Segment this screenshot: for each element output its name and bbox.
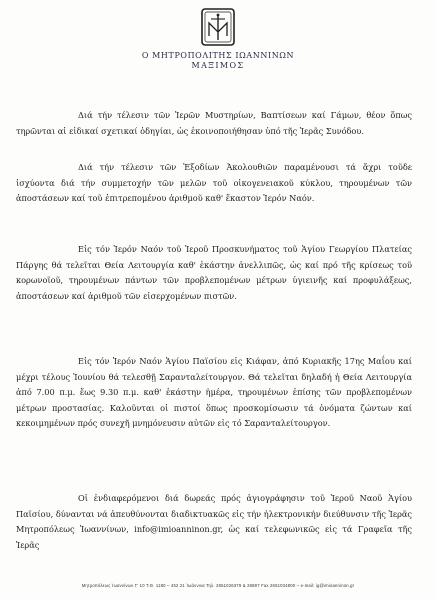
- paragraph-agios-paisios: Εἰς τόν Ἱερόν Ναόν Ἁγίου Παϊσίου εἰς Κιάφαν, ἀπό Κυριακῆς 17ης Μαΐου καί μέχρι τέλους Ἰουνίου θά τελεσθῇ Σαρανταλείτουργον. Θά τελεῖται δηλαδή ἡ Θεία Λειτουργία ἀπό 7.00 π.μ. ἕως 9.30 π.μ. καθ' ἑκάστην ἡμέρα, τηρουμένων ἐπίσης τῶν προβλεπομένων μέτρων προστασίας. Καλοῦνται οἱ πιστοί ὅπως προσκομίσωσιν τά ὀνόματα ζώντων καί κεκοιμημένων πρός συνεχῆ μνημόνευσιν αὐτῶν εἰς τό Σαρανταλείτουργον.: [16, 356, 412, 429]
- paragraph-agios-georgios: Εἰς τόν Ἱερόν Ναόν τοῦ Ἱεροῦ Προσκυνήματος τοῦ Ἁγίου Γεωργίου Πλατείας Πάργης θά τελεῖται Θεία Λειτουργία καθ' ἑκάστην ἀνελλιπῶς, ὡς καί πρό τῆς κρίσεως τοῦ κορωνοϊοῦ, τηρουμένων πάντων τῶν προβλεπομένων μέτρων ὑγιεινῆς καί προφυλάξεως, ἀποστάσεων καί ἀριθμοῦ τῶν εἰσερχομένων πιστῶν.: [16, 244, 412, 301]
- metropolitan-name: ΜΑΞΙΜΟΣ: [191, 61, 245, 70]
- paragraph-sacraments: Διά τήν τέλεσιν τῶν Ἱερῶν Μυστηρίων, Βαπτίσεων καί Γάμων, θέον ὅπως τηρῶνται αἱ εἰδικαί σχετικαί ὁδηγίαι, ὡς ἐκοινοποιήθησαν ὑπό τῆς Ἱερᾶς Συνόδου.: [16, 110, 412, 136]
- org-title: Ο ΜΗΤΡΟΠΟΛΙΤΗΣ ΙΩΑΝΝΙΝΩΝ: [141, 51, 295, 60]
- metropolis-monogram-icon: [196, 6, 240, 48]
- paragraph-donations: Οἱ ἐνδιαφερόμενοι διά δωρεάς πρός ἁγιογράφησιν τοῦ Ἱεροῦ Ναοῦ Ἁγίου Παϊσίου, δύνανται νά ἀπευθύνονται διαδικτυακῶς εἰς τήν ἠλεκτρονικήν διεύθυνσιν τῆς Ἱερᾶς Μητροπόλεως Ἰωαννίνων, info@imioanninon.gr, ὡς καί τελεφωνικῶς εἰς τά Γραφεῖα τῆς Ἱερᾶς: [16, 493, 412, 550]
- letterhead-footer: Μητροπόλεως Ἰωαννίνων Γ' 10 Τ.Θ. 1180 – 452 21 Ἰωάννινα Τηλ. 2651026379 & 26897 Fax 2651034800 – e-mail: ig@imioanninon.gr: [81, 583, 355, 588]
- paragraph-funerals: Διά τήν τέλεσιν τῶν Ἐξοδίων Ἀκολουθιῶν παραμένουσι τά ἄχρι τοῦδε ἰσχύοντα διά τήν συμμετοχήν τῶν μελῶν τοῦ οἰκογενειακοῦ κύκλου, τηρουμένων τῶν ἀποστάσεων καί τοῦ ἐπιτρεπομένου ἀριθμοῦ καθ' ἕκαστον Ἱερόν Ναόν.: [16, 162, 412, 204]
